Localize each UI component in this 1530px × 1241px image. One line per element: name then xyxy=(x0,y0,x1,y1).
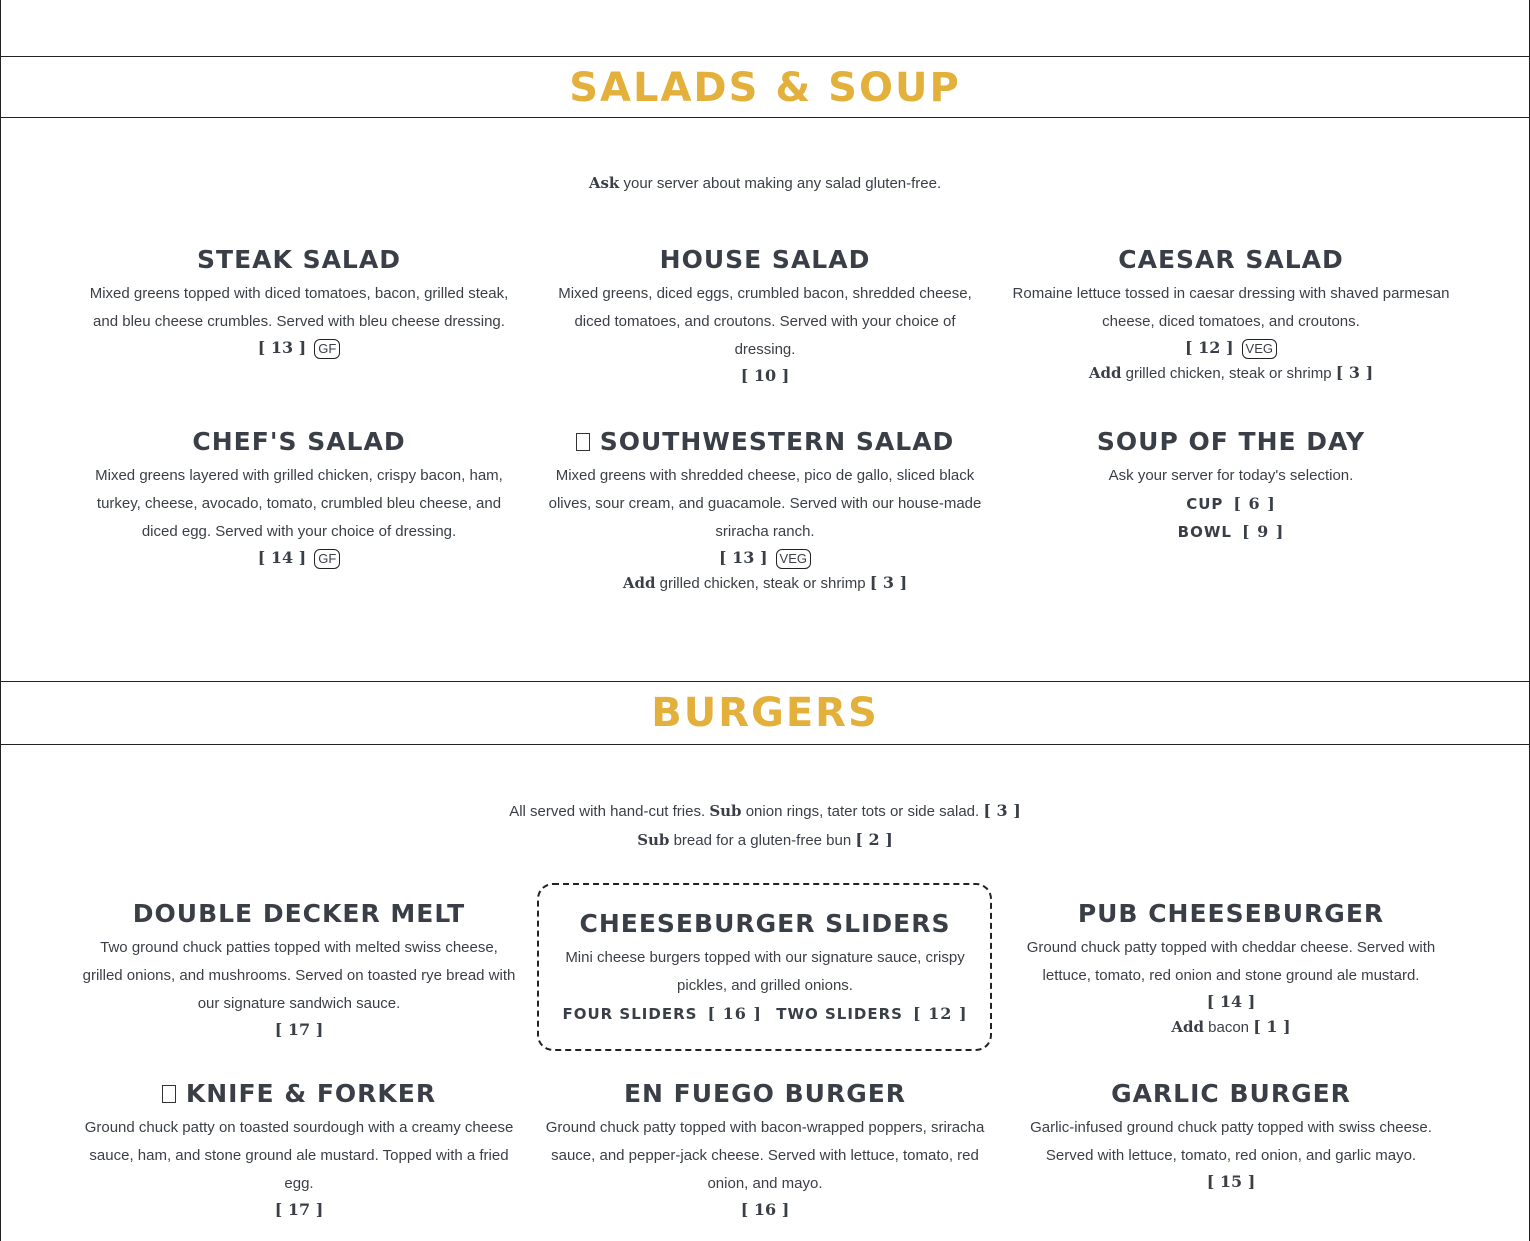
item-description: Garlic-infused ground chuck patty topped with swiss cheese. Served with lettuce, tomato, red onion, and garlic mayo. xyxy=(1030,1119,1432,1164)
add-label: Add xyxy=(1171,1018,1204,1036)
add-label: Add xyxy=(622,574,656,592)
four-sliders-price: [ 16 ] xyxy=(707,1004,762,1023)
item-name: CHEF'S SALAD xyxy=(192,427,406,456)
item-name: CAESAR SALAD xyxy=(1118,245,1344,274)
item-price: [ 10 ] xyxy=(740,366,790,385)
item-price: [ 15 ] xyxy=(1206,1172,1256,1191)
item-description: Ask your server for today's selection. xyxy=(1108,467,1354,484)
item-description: Mixed greens topped with diced tomatoes, bacon, grilled steak, and bleu cheese crumbles. Served with bleu cheese dressing. xyxy=(89,285,509,330)
add-label: Add xyxy=(1088,364,1122,382)
menu-item-southwestern-salad xyxy=(545,427,985,597)
item-description: Romaine lettuce tossed in caesar dressing with shaved parmesan cheese, diced tomatoes, and croutons. xyxy=(1012,285,1450,330)
item-name: EN FUEGO BURGER xyxy=(623,1079,907,1108)
two-sliders-price: [ 12 ] xyxy=(912,1004,968,1023)
salads-header-band xyxy=(0,56,1530,118)
item-name: KNIFE & FORKER xyxy=(185,1079,437,1108)
salads-note xyxy=(0,174,1530,192)
two-sliders-label: TWO SLIDERS xyxy=(776,1005,903,1023)
menu-item-en-fuego-burger xyxy=(545,1079,985,1222)
menu-item-knife-and-forker xyxy=(79,1079,519,1222)
salads-note-bold: Ask xyxy=(588,174,620,192)
burgers-note2-text: bread for a gluten-free bun xyxy=(669,832,856,849)
bowl-option xyxy=(1011,518,1451,546)
spicy-icon xyxy=(576,433,590,451)
menu-item-cheeseburger-sliders xyxy=(545,909,985,1028)
bowl-label: BOWL xyxy=(1177,523,1232,541)
veg-badge: VEG xyxy=(776,549,811,569)
item-description: Two ground chuck patties topped with melted swiss cheese, grilled onions, and mushrooms. Served on toasted rye bread with our signature sandwich sauce. xyxy=(82,939,516,1012)
item-name: HOUSE SALAD xyxy=(659,245,871,274)
item-price: [ 17 ] xyxy=(274,1200,324,1219)
bowl-price: [ 9 ] xyxy=(1241,522,1285,541)
item-price: [ 14 ] xyxy=(1206,992,1256,1011)
burgers-note-line2 xyxy=(0,828,1530,852)
add-text: grilled chicken, steak or shrimp xyxy=(1121,365,1336,382)
item-price: [ 16 ] xyxy=(740,1200,790,1219)
salads-section-title: SALADS & SOUP xyxy=(569,65,961,111)
item-name: CHEESEBURGER SLIDERS xyxy=(579,909,951,938)
item-name: SOUP OF THE DAY xyxy=(1096,427,1366,456)
gf-badge: GF xyxy=(314,339,340,359)
item-price: [ 13 ] xyxy=(257,338,307,357)
cup-label: CUP xyxy=(1186,495,1224,513)
item-name: DOUBLE DECKER MELT xyxy=(132,899,466,928)
add-on-line xyxy=(1011,360,1451,387)
item-description: Mixed greens layered with grilled chicken, crispy bacon, ham, turkey, cheese, avocado, tomato, crumbled bleu cheese, and diced egg. Served with your choice of dressing. xyxy=(95,467,503,540)
item-price: [ 14 ] xyxy=(257,548,307,567)
add-price: [ 3 ] xyxy=(1335,363,1374,382)
cup-price: [ 6 ] xyxy=(1233,494,1276,513)
item-description: Ground chuck patty topped with bacon-wrapped poppers, sriracha sauce, and pepper-jack cheese. Served with lettuce, tomato, red onion, and mayo. xyxy=(545,1119,985,1192)
item-name: SOUTHWESTERN SALAD xyxy=(599,427,955,456)
menu-item-house-salad xyxy=(545,245,985,388)
item-description: Mixed greens, diced eggs, crumbled bacon, shredded cheese, diced tomatoes, and croutons. Served with your choice of dressing. xyxy=(558,285,972,358)
burgers-note-line1 xyxy=(0,799,1530,823)
burgers-note2-bold: Sub xyxy=(637,831,670,849)
item-price: [ 13 ] xyxy=(718,548,768,567)
burgers-note-text: All served with hand-cut fries. xyxy=(509,803,710,820)
burgers-note-bold: Sub xyxy=(709,802,742,820)
menu-item-soup-of-the-day xyxy=(1011,427,1451,546)
add-text: grilled chicken, steak or shrimp xyxy=(655,575,870,592)
burgers-note-price: [ 3 ] xyxy=(983,801,1021,820)
salads-note-text: your server about making any salad gluten-free. xyxy=(619,175,942,192)
menu-item-caesar-salad xyxy=(1011,245,1451,387)
add-price: [ 1 ] xyxy=(1253,1017,1291,1036)
burgers-note2-price: [ 2 ] xyxy=(855,830,893,849)
item-description: Mixed greens with shredded cheese, pico de gallo, sliced black olives, sour cream, and guacamole. Served with our house-made sriracha ranch. xyxy=(548,467,982,540)
menu-item-garlic-burger xyxy=(1011,1079,1451,1194)
item-description: Ground chuck patty topped with cheddar cheese. Served with lettuce, tomato, red onion and stone ground ale mustard. xyxy=(1026,939,1436,984)
add-on-line xyxy=(545,570,985,597)
add-price: [ 3 ] xyxy=(869,573,908,592)
four-sliders-label: FOUR SLIDERS xyxy=(562,1005,698,1023)
slider-options xyxy=(545,1000,985,1028)
item-name: PUB CHEESEBURGER xyxy=(1077,899,1385,928)
menu-item-pub-cheeseburger xyxy=(1011,899,1451,1041)
burgers-header-band xyxy=(0,681,1530,745)
item-description: Ground chuck patty on toasted sourdough with a creamy cheese sauce, ham, and stone ground ale mustard. Topped with a fried egg. xyxy=(84,1119,514,1192)
item-description: Mini cheese burgers topped with our signature sauce, crispy pickles, and grilled onions. xyxy=(565,949,965,994)
cup-option xyxy=(1011,490,1451,518)
menu-item-chefs-salad xyxy=(79,427,519,570)
burgers-section-title: BURGERS xyxy=(651,690,879,736)
item-price: [ 17 ] xyxy=(274,1020,324,1039)
add-on-line xyxy=(1011,1014,1451,1041)
menu-item-double-decker-melt xyxy=(79,899,519,1042)
gf-badge: GF xyxy=(314,549,340,569)
veg-badge: VEG xyxy=(1242,339,1277,359)
spicy-icon xyxy=(162,1085,176,1103)
item-name: GARLIC BURGER xyxy=(1111,1079,1351,1108)
add-text: bacon xyxy=(1203,1019,1254,1036)
item-name: STEAK SALAD xyxy=(197,245,401,274)
item-price: [ 12 ] xyxy=(1184,338,1234,357)
burgers-note-text2: onion rings, tater tots or side salad. xyxy=(741,803,984,820)
menu-item-steak-salad xyxy=(79,245,519,360)
